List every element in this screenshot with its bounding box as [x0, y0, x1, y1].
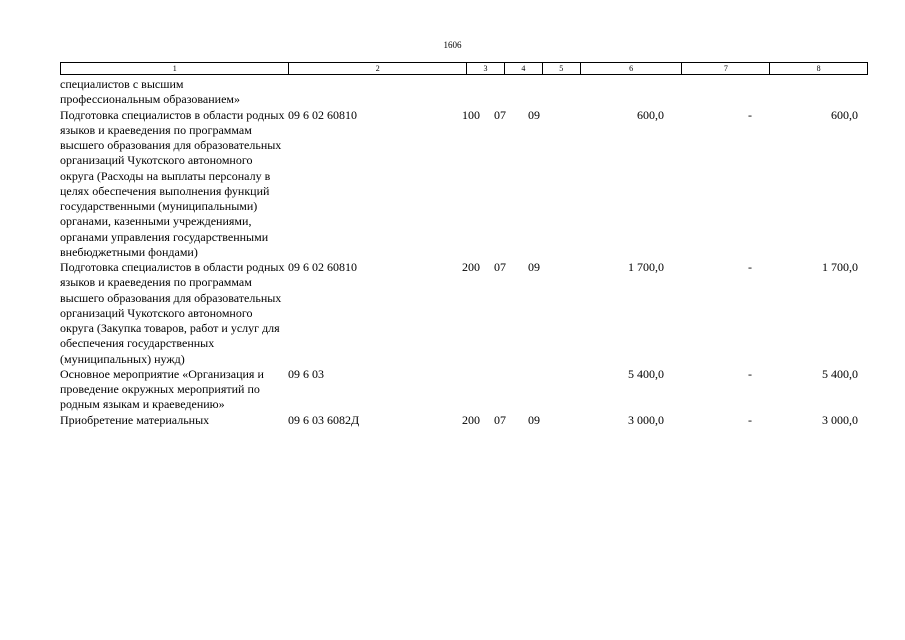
page-number: 1606 [443, 40, 462, 50]
row-col4: 07 [494, 260, 506, 274]
row-code: 09 6 03 6082Д [288, 412, 360, 427]
row-col7: - [748, 412, 752, 427]
header-col-8: 8 [769, 63, 867, 74]
row-col6: 600,0 [637, 107, 664, 122]
row-code [286, 77, 448, 108]
row-col5 [526, 367, 564, 413]
table-row [60, 77, 870, 108]
row-col8: 5 400,0 [822, 366, 858, 381]
row-name: Приобретение материальных [60, 412, 210, 427]
row-col8: 600,0 [831, 107, 858, 122]
row-col3: 100 [462, 107, 480, 122]
row-col7: - [748, 366, 752, 381]
header-col-5: 5 [542, 63, 580, 74]
row-code: 09 6 03 [288, 366, 324, 381]
row-col6: 1 700,0 [628, 260, 664, 274]
row-col5: 09 [528, 260, 540, 274]
row-col3 [450, 367, 488, 413]
row-col3: 200 [462, 260, 480, 274]
row-col8: 1 700,0 [822, 260, 858, 274]
row-col8: 3 000,0 [822, 412, 858, 427]
row-name: Подготовка специалистов в области родных языков и краеведения по программам высшего образования для образовательных организаций Чукотского автономного округа (Расходы на выплаты персоналу в целях обеспечения выполнения функций государственными (муниципальными) органами, казенными учреждениями, органами управления государственными внебюджетными фондами) [60, 107, 285, 259]
row-col4 [488, 367, 526, 413]
table-row [60, 260, 870, 367]
row-col3: 200 [462, 412, 480, 427]
table-body [60, 77, 870, 428]
row-name: специалистов с высшим профессиональным образованием» [60, 77, 240, 107]
header-col-7: 7 [681, 63, 769, 74]
row-code: 09 6 02 60810 [288, 107, 357, 122]
row-col6: 5 400,0 [628, 366, 664, 381]
header-col-4: 4 [504, 63, 542, 74]
row-name: Подготовка специалистов в области родных языков и краеведения по программам высшего образования для образовательных организаций Чукотского автономного округа (Закупка товаров, работ и услуг для обеспечения государственных (муниципальных) нужд) [60, 260, 285, 366]
row-col5: 09 [528, 412, 540, 427]
row-col7: - [748, 260, 752, 274]
header-col-6: 6 [580, 63, 682, 74]
table-header [60, 62, 868, 75]
header-col-3: 3 [466, 63, 504, 74]
table-row [60, 367, 870, 413]
row-col4: 07 [494, 107, 506, 122]
row-col6: 3 000,0 [628, 412, 664, 427]
row-col7: - [748, 107, 752, 122]
row-name: Основное мероприятие «Организация и проведение окружных мероприятий по родным языкам и краеведению» [60, 366, 264, 412]
row-col5: 09 [528, 107, 540, 122]
row-code: 09 6 02 60810 [288, 260, 357, 274]
table-row [60, 413, 870, 428]
row-col4: 07 [494, 412, 506, 427]
table-row [60, 108, 870, 261]
header-col-2: 2 [288, 63, 466, 74]
header-col-1: 1 [172, 64, 177, 73]
